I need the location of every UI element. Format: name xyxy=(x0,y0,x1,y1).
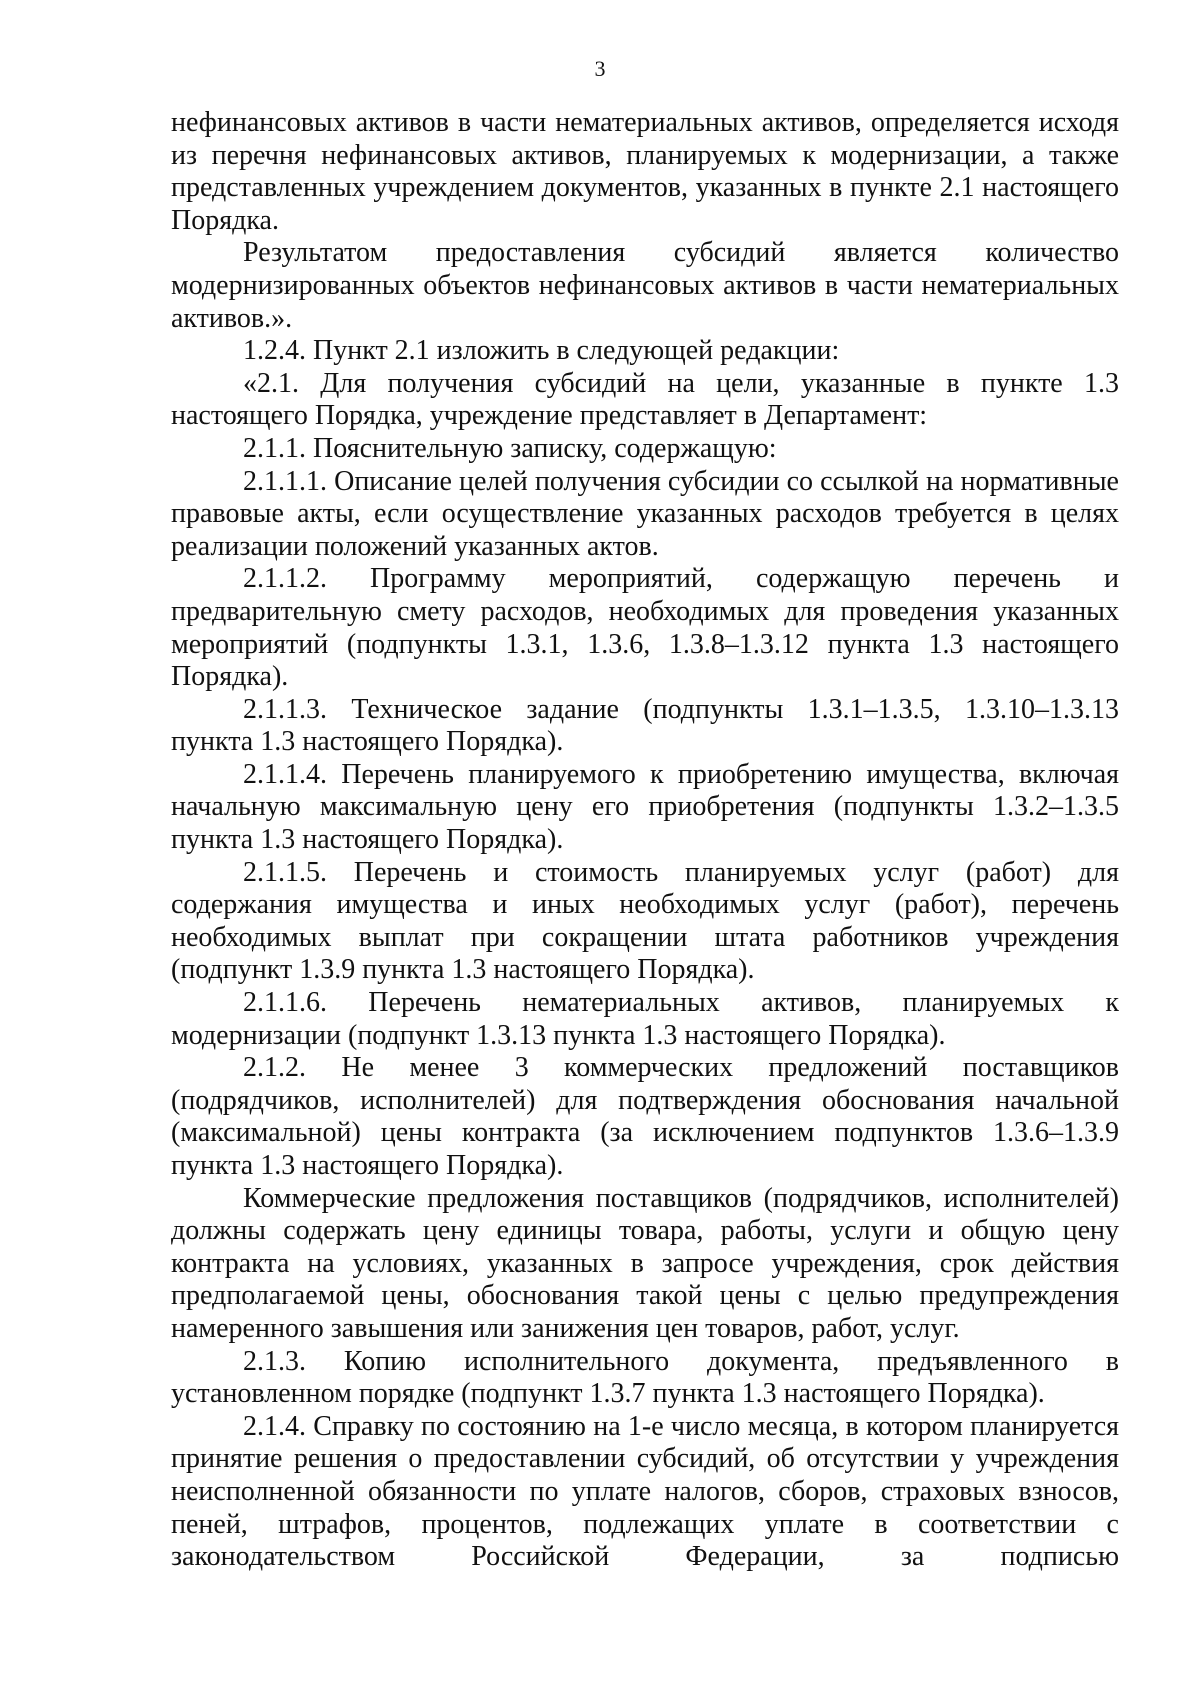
document-body xyxy=(171,107,1119,1574)
paragraph: 2.1.1.1. Описание целей получения субсидии со ссылкой на нормативные правовые акты, если осуществление указанных расходов требуется в целях реализации положений указанных актов. xyxy=(171,465,1119,562)
paragraph: 2.1.1.5. Перечень и стоимость планируемых услуг (работ) для содержания имущества и иных необходимых услуг (работ), перечень необходимых выплат при сокращении штата работников учреждения (подпункт 1.3.9 пункта 1.3 настоящего Порядка). xyxy=(171,856,1119,986)
paragraph: 2.1.2. Не менее 3 коммерческих предложений поставщиков (подрядчиков, исполнителей) для подтверждения обоснования начальной (максимальной) цены контракта (за исключением подпунктов 1.3.6–1.3.9 пункта 1.3 настоящего Порядка). xyxy=(171,1052,1119,1181)
paragraph: нефинансовых активов в части нематериальных активов, определяется исходя из перечня нефинансовых активов, планируемых к модернизации, а также представленных учреждением документов, указанных в пункте 2.1 настоящего Порядка. xyxy=(171,107,1119,236)
paragraph: 2.1.1.4. Перечень планируемого к приобретению имущества, включая начальную максимальную цену его приобретения (подпункты 1.3.2–1.3.5 пункта 1.3 настоящего Порядка). xyxy=(171,758,1119,856)
paragraph: 2.1.3. Копию исполнительного документа, предъявленного в установленном порядке (подпункт 1.3.7 пункта 1.3 настоящего Порядка). xyxy=(171,1345,1119,1410)
paragraph: «2.1. Для получения субсидий на цели, указанные в пункте 1.3 настоящего Порядка, учреждение представляет в Департамент: xyxy=(171,367,1119,432)
page-number: 3 xyxy=(594,56,606,81)
paragraph: 2.1.1.2. Программу мероприятий, содержащую перечень и предварительную смету расходов, необходимых для проведения указанных мероприятий (подпункты 1.3.1, 1.3.6, 1.3.8–1.3.12 пункта 1.3 настоящего Порядка). xyxy=(171,563,1119,693)
paragraph: 2.1.1.6. Перечень нематериальных активов, планируемых к модернизации (подпункт 1.3.13 пункта 1.3 настоящего Порядка). xyxy=(171,987,1119,1051)
paragraph-continues: 2.1.4. Справку по состоянию на 1-е число месяца, в котором планируется принятие решения о предоставлении субсидий, об отсутствии у учреждения неисполненной обязанности по уплате налогов, сборов, страховых взносов, пеней, штрафов, процентов, подлежащих уплате в соответствии с законодательством Российской Федерации, за подписью xyxy=(171,1410,1119,1573)
paragraph: Коммерческие предложения поставщиков (подрядчиков, исполнителей) должны содержать цену единицы товара, работы, услуги и общую цену контракта на условиях, указанных в запросе учреждения, срок действия предполагаемой цены, обоснования такой цены с целью предупреждения намеренного завышения или занижения цен товаров, работ, услуг. xyxy=(171,1182,1119,1344)
paragraph: 2.1.1. Пояснительную записку, содержащую: xyxy=(243,432,777,464)
paragraph: 2.1.1.3. Техническое задание (подпункты 1.3.1–1.3.5, 1.3.10–1.3.13 пункта 1.3 настоящего Порядка). xyxy=(171,693,1119,758)
paragraph: 1.2.4. Пункт 2.1 изложить в следующей редакции: xyxy=(243,335,840,367)
paragraph: Результатом предоставления субсидий является количество модернизированных объектов нефинансовых активов в части нематериальных активов.». xyxy=(171,237,1119,334)
